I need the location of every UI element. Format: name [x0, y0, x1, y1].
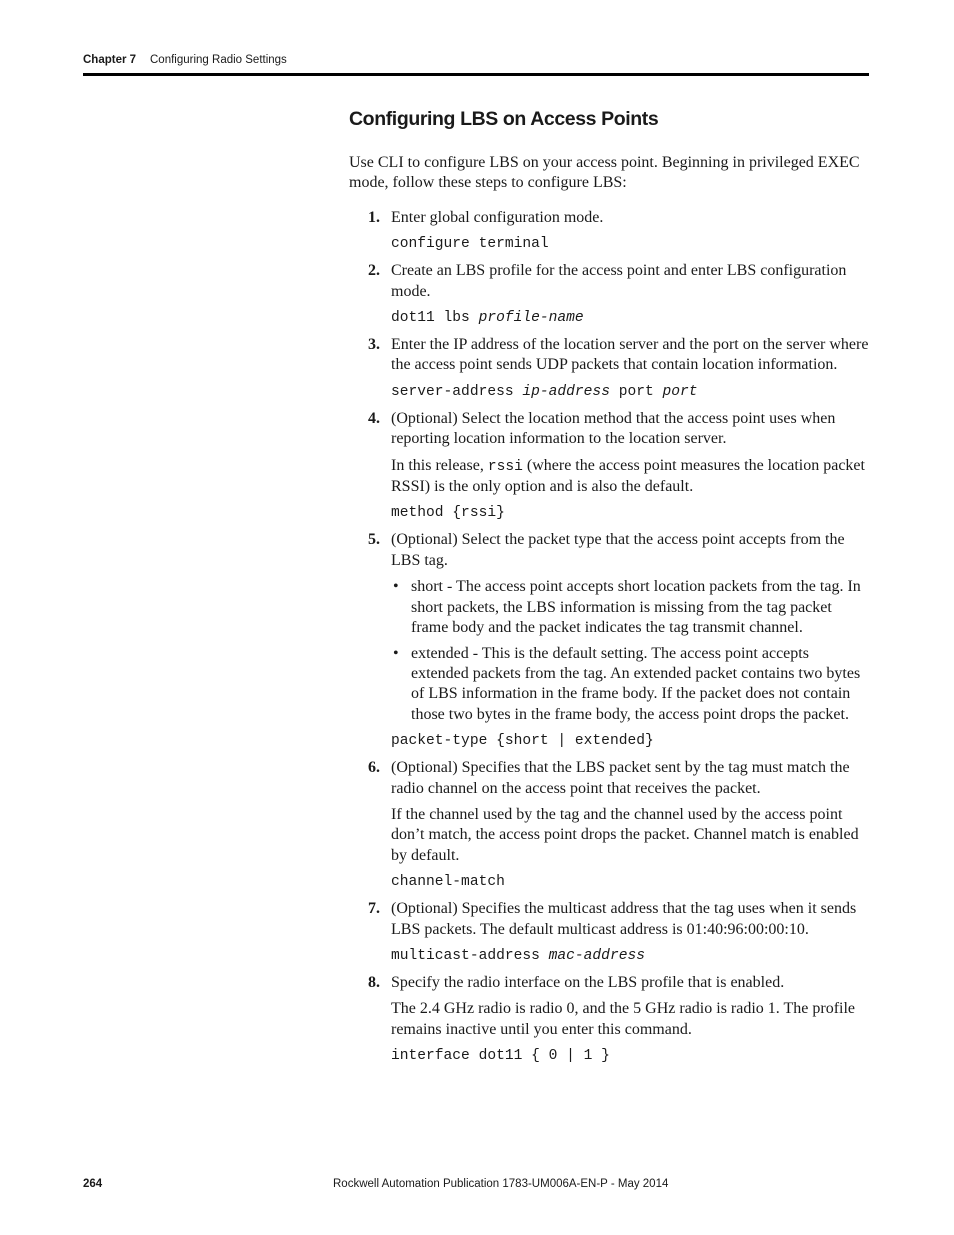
step-text: (Optional) Specifies the multicast address that the tag uses when it sends LBS packets. The default multicast address is 01:40:96:00:00:10.	[391, 900, 857, 938]
command-code	[391, 308, 869, 328]
step-8	[349, 973, 869, 1066]
code-param: mac-address	[548, 947, 645, 964]
bullet-text: extended - This is the default setting. The access point accepts extended packets from the tag. An extended packet contains two bytes of LBS information in the frame body. If the packet does not contain those two bytes in the frame body, the access point drops the packet.	[411, 644, 861, 723]
page-number: 264	[83, 1178, 103, 1190]
note-text: In this release,	[391, 456, 488, 474]
code-text: port	[609, 383, 663, 400]
step-text: Enter the IP address of the location server and the port on the server where the access point sends UDP packets that contain location information.	[391, 336, 869, 374]
command-code	[391, 872, 869, 892]
command-code	[391, 946, 869, 966]
header-divider	[83, 73, 869, 76]
code-text: packet-type {short | extended}	[391, 733, 654, 750]
command-code	[391, 382, 869, 402]
section-title: Configuring LBS on Access Points	[349, 108, 659, 130]
code-param: profile-name	[478, 310, 584, 327]
code-text: multicast-address	[391, 947, 549, 964]
bullet-item	[391, 577, 869, 638]
code-text: dot11 lbs	[391, 310, 479, 327]
step-note: If the channel used by the tag and the channel used by the access point don’t match, the access point drops the packet. Channel match is enabled by default.	[391, 805, 859, 864]
option-bullets	[391, 577, 869, 725]
code-param: ip-address	[522, 383, 610, 400]
step-note: The 2.4 GHz radio is radio 0, and the 5 GHz radio is radio 1. The profile remains inactive until you enter this command.	[391, 1000, 856, 1038]
command-code	[391, 503, 869, 523]
step-number: 5.	[368, 531, 380, 549]
step-number: 3.	[368, 336, 380, 354]
bullet-icon: •	[393, 644, 399, 662]
chapter-section-label: Configuring Radio Settings	[150, 54, 287, 66]
step-text: Create an LBS profile for the access point and enter LBS configuration mode.	[391, 262, 847, 300]
step-note	[391, 456, 869, 498]
publication-footer: Rockwell Automation Publication 1783-UM006A-EN-P - May 2014	[333, 1178, 669, 1190]
bullet-icon: •	[393, 578, 399, 596]
command-code	[391, 1046, 869, 1066]
inline-code: rssi	[487, 458, 523, 475]
command-code	[391, 234, 869, 254]
step-number: 1.	[368, 208, 380, 226]
steps-list	[349, 208, 869, 1066]
bullet-item	[391, 644, 869, 726]
step-6	[349, 758, 869, 892]
running-header	[83, 53, 287, 67]
step-text: (Optional) Select the location method that the access point uses when reporting location information to the location server.	[391, 409, 836, 448]
chapter-label: Chapter 7	[83, 54, 137, 66]
step-number: 8.	[368, 973, 380, 991]
code-text: configure terminal	[391, 236, 549, 253]
note-text: (where the access point measures the location packet RSSI) is the only option and is also the default.	[391, 456, 865, 496]
main-content	[349, 153, 869, 1073]
step-2	[349, 261, 869, 328]
step-number: 2.	[368, 262, 380, 280]
step-number: 4.	[368, 409, 380, 427]
step-7	[349, 899, 869, 966]
step-3	[349, 335, 869, 402]
step-text: (Optional) Select the packet type that the access point accepts from the LBS tag.	[391, 531, 845, 569]
command-code	[391, 731, 869, 751]
code-text: server-address	[391, 383, 523, 400]
code-text: channel-match	[391, 874, 505, 891]
code-text: interface dot11 { 0 | 1 }	[391, 1048, 610, 1065]
step-text: (Optional) Specifies that the LBS packet sent by the tag must match the radio channel on the access point that receives the packet.	[391, 759, 850, 797]
bullet-text: short - The access point accepts short location packets from the tag. In short packets, the LBS information is missing from the tag packet frame body and the packet indicates the tag transmit channel.	[411, 578, 861, 637]
code-param: port	[662, 383, 698, 400]
step-4	[349, 409, 869, 524]
step-number: 7.	[368, 900, 380, 918]
intro-paragraph: Use CLI to configure LBS on your access point. Beginning in privileged EXEC mode, follow these steps to configure LBS:	[349, 154, 860, 192]
step-text: Enter global configuration mode.	[391, 208, 604, 226]
step-text: Specify the radio interface on the LBS profile that is enabled.	[391, 973, 785, 991]
step-5	[349, 530, 869, 751]
step-number: 6.	[368, 759, 380, 777]
code-text: method {rssi}	[391, 505, 505, 522]
step-1	[349, 208, 869, 254]
